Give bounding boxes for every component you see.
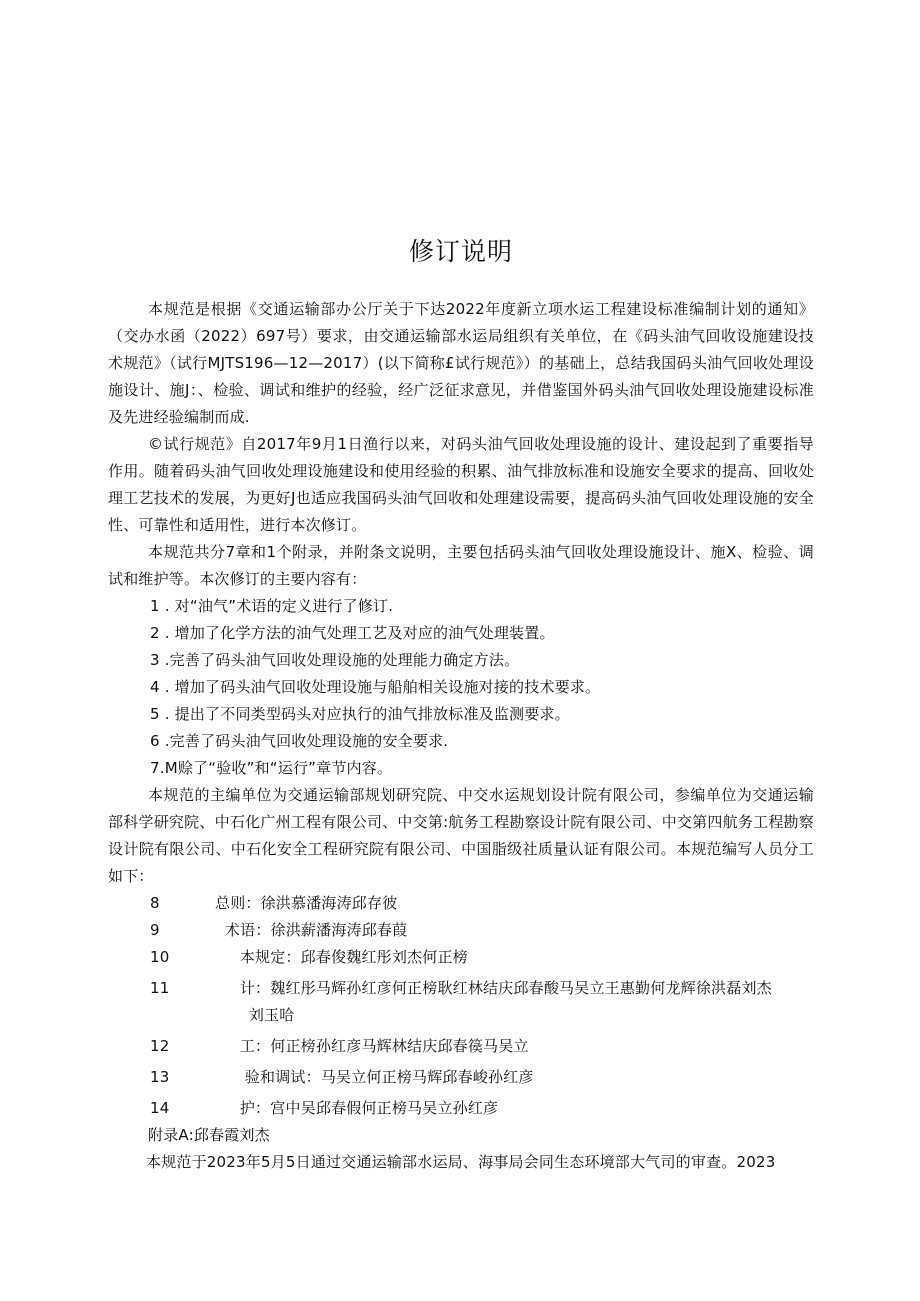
scope-paragraph: 本规范共分7章和1个附录，并附条文说明，主要包括码头油气回收处理设施设计、施X、检验、调试和维护等。本次修订的主要内容有： bbox=[108, 543, 814, 588]
authors-paragraph: 本规范的主编单位为交通运输部规划研究院、中交水运规划设计院有限公司，参编单位为交通运输部科学研究院、中石化广州工程有限公司、中交第:航务工程勘察设计院有限公司、中交第四航务工程勘察设计院有限公司、中石化安全工程研究院有限公司、中国脂级社质量认证有限公司。本规范编写人员分工如下： bbox=[108, 786, 814, 885]
revision-item: 3 .完善了码头油气回收处理设施的处理能力确定方法。 bbox=[150, 651, 520, 669]
intro-paragraph: 本规范是根据《交通运输部办公厅关于下达2022年度新立项水运工程建设标准编制计划的通知》（交办水函（2022）697号）要求，由交通运输部水运局组织有关单位，在《码头油气回收设施建设技术规范》（试行MJTS196—12—2017）(以下简称£试行规范》）的基础上，总结我国码头油气回收处理设施设计、施J：、检验、调试和维护的经验，经广泛征求意见，并借鉴国外码头油气回收处理设施建设标准及先进经验编制而成. bbox=[108, 300, 814, 426]
role-number: 11 bbox=[150, 979, 170, 997]
role-number: 12 bbox=[150, 1037, 170, 1055]
role-text: 验和调试：马吴立何正榜马辉邱春峻孙红彦 bbox=[215, 1068, 534, 1086]
role-number: 14 bbox=[150, 1099, 170, 1117]
role-number: 13 bbox=[150, 1068, 170, 1086]
revision-item: 5 . 提出了不同类型码头对应执行的油气排放标准及监测要求。 bbox=[150, 705, 570, 723]
role-line bbox=[108, 975, 814, 1029]
role-line bbox=[108, 944, 814, 971]
revision-item: 6 .完善了码头油气回收处理设施的安全要求. bbox=[150, 732, 449, 750]
background-paragraph: ©试行规范》自2017年9月1日渔行以来，对码头油气回收处理设施的设计、建设起到了重要指导作用。随着码头油气回收处理设施建设和使用经验的积累、油气排放标准和设施安全要求的提高、回收处理工艺技术的发展，为更好J也适应我国码头油气回收和处理建设需要，提高码头油气回收处理设施的安全性、可靠性和适用性，进行本次修订。 bbox=[108, 435, 814, 534]
appendix-line: 附录A:邱春霞刘杰 bbox=[148, 1126, 270, 1144]
revision-item: 1 . 对“油气”术语的定义进行了修订. bbox=[150, 597, 394, 615]
role-number: 9 bbox=[150, 921, 160, 939]
role-text: 总则：徐洪慕潘海涛邱存彼 bbox=[215, 894, 398, 912]
role-text-block bbox=[215, 975, 814, 1029]
role-text: 工：何正榜孙红彦马辉林结庆邱春篌马吴立 bbox=[215, 1037, 529, 1055]
role-text: 计：魏红彤马辉孙红彦何正榜耿红林结庆邱春酸马吴立王惠勤何龙辉徐洪磊刘杰 bbox=[215, 979, 772, 997]
revision-item: 2 . 增加了化学方法的油气处理工艺及对应的油气处理装置。 bbox=[150, 624, 555, 642]
role-line bbox=[108, 917, 814, 944]
role-text: 本规定：邱春俊魏红彤刘杰何正榜 bbox=[215, 948, 468, 966]
document-page bbox=[108, 232, 814, 1176]
revision-item: 7.M赊了“验收”和“运行”章节内容。 bbox=[150, 759, 393, 777]
role-text: 术语：徐洪薪潘海涛邱春葭 bbox=[215, 921, 408, 939]
role-text-continued: 刘玉哈 bbox=[229, 1006, 295, 1024]
role-number: 10 bbox=[150, 948, 170, 966]
role-line bbox=[108, 1095, 814, 1122]
role-text: 护：宫中吴邱春假何正榜马吴立孙红彦 bbox=[215, 1099, 499, 1117]
revision-item: 4 . 增加了码头油气回收处理设施与船舶相关设施对接的技术要求。 bbox=[150, 678, 601, 696]
page-title: 修订说明 bbox=[408, 237, 513, 266]
role-line bbox=[108, 890, 814, 917]
role-number: 8 bbox=[150, 894, 160, 912]
role-line bbox=[108, 1033, 814, 1060]
closing-line: 本规范于2023年5月5日通过交通运输部水运局、海事局会同生态环境部大气司的审查。2023 bbox=[146, 1153, 776, 1171]
role-line bbox=[108, 1064, 814, 1091]
